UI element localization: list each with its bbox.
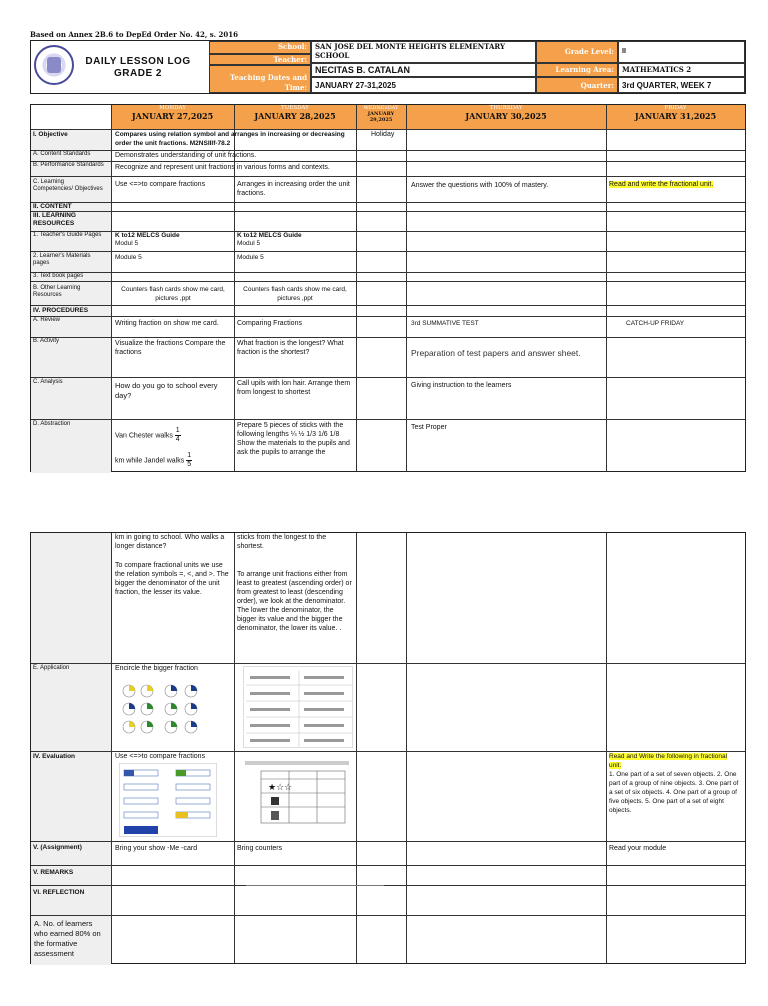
assignment-mon: Bring your show -Me -card — [115, 845, 198, 852]
row-label-procedures: IV. PROCEDURES — [33, 307, 89, 314]
abstraction-cont-tue: sticks from the longest to the shortest. To arrange unit fractions either from least to greatest (ascending order) or from greatest to least (descending order), we look at the denominator. The lower the denominator, the bigger its value and the bigger the denominator, the lower its value. . — [237, 534, 352, 632]
tg-mon: K to12 MELCS Guide Modul 5 — [115, 232, 180, 247]
assignment-tue: Bring counters — [237, 845, 283, 852]
pie-fraction-worksheet-image — [119, 681, 209, 747]
review-thu: 3rd SUMMATIVE TEST — [411, 320, 479, 327]
row-label-tg-pages: 1. Teacher's Guide Pages — [33, 232, 102, 238]
evaluation-mon: Use <=>to compare fractions — [115, 753, 206, 760]
day-header-thursday: THURSDAY JANUARY 30,2025 — [406, 105, 606, 129]
dates-value: JANUARY 27-31,2025 — [311, 77, 536, 93]
objective-text: Compares using relation symbol and arranges in increasing or decreasing order the unit fractions. M2NSIIIf-78.2 — [115, 131, 345, 147]
lesson-log-title: DAILY LESSON LOG GRADE 2 — [85, 56, 191, 79]
row-label-remarks: V. REMARKS — [33, 869, 74, 876]
grade-value: II — [618, 41, 745, 63]
evaluation-fri: Read and Write the following in fractional unit. 1. One part of a set of seven objects. 2. One part of a group of nine objects. 3. One part of a set of six objects. 4. One part of a group of five objects. 5. One part of a set of eight objects. — [609, 753, 739, 814]
day-header-monday: MONDAY JANUARY 27,2025 — [111, 105, 234, 129]
abstraction-mon: Van Chester walks $\frac{1}{4}$ km while Jandel walks $\frac{1}{5}$ — [115, 427, 192, 468]
header-block — [30, 40, 746, 94]
competencies-mon: Use <=>to compare fractions — [115, 181, 206, 188]
lm-tue: Module 5 — [237, 254, 264, 261]
school-value: SAN JOSE DEL MONTE HEIGHTS ELEMENTARY SCHOOL — [311, 41, 536, 63]
row-label-objective: I. Objective — [33, 131, 68, 138]
teacher-label: Teacher: — [209, 54, 311, 65]
row-label-other-resources: B. Other Learning Resources — [33, 285, 81, 298]
row-label-assignment: V. (Assignment) — [33, 844, 82, 851]
deped-seal-icon — [34, 45, 74, 85]
teacher-value: NECITAS B. CATALAN — [311, 63, 536, 77]
annex-note: Based on Annex 2B.6 to DepEd Order No. 42, s. 2016 — [30, 30, 238, 39]
performance-standards-text: Recognize and represent unit fractions in various forms and contexts. — [115, 164, 330, 171]
abstraction-tue: Prepare 5 pieces of sticks with the following lengths ¼ ½ 1/3 1/6 1/8 Show the materials to the pupils and ask the pupils to arrange the — [237, 422, 350, 456]
activity-mon: Visualize the fractions Compare the fractions — [115, 340, 226, 356]
analysis-tue: Call upils with lon hair. Arrange them from longest to shortest — [237, 380, 351, 396]
compare-fractions-worksheet-image — [243, 666, 353, 748]
review-tue: Comparing Fractions — [237, 320, 302, 327]
row-label-analysis: C. Analysis — [33, 379, 63, 385]
activity-thu: Preparation of test papers and answer sheet. — [411, 348, 581, 358]
row-label-application: E. Application — [33, 665, 70, 671]
assignment-fri: Read your module — [609, 845, 667, 852]
abstraction-thu: Test Proper — [411, 424, 447, 431]
area-value: MATHEMATICS 2 — [618, 63, 745, 77]
application-mon: Encircle the bigger fraction — [115, 665, 198, 672]
day-header-friday: FRIDAY JANUARY 31,2025 — [606, 105, 745, 129]
dates-label: Teaching Dates and Time: — [209, 65, 311, 93]
row-label-competencies: C. Learning Competencies/ Objectives — [33, 179, 103, 192]
holiday-text: Holiday — [371, 131, 395, 138]
row-label-content: II. CONTENT — [33, 203, 72, 210]
day-header-tuesday: TUESDAY JANUARY 28,2025 — [234, 105, 356, 129]
grade-label: Grade Level: — [536, 41, 618, 63]
row-label-reflection: VI. REFLECTION — [33, 889, 85, 896]
row-label-resources: III. LEARNING RESOURCES — [33, 212, 76, 227]
tg-tue: K to12 MELCS Guide Modul 5 — [237, 232, 302, 247]
row-label-lm-pages: 2. Learner's Materials pages — [33, 253, 91, 266]
quarter-label: Quarter: — [536, 77, 618, 93]
row-label-evaluation: IV. Evaluation — [33, 753, 76, 760]
other-tue: Counters flash cards show me card, pictures ,ppt — [243, 286, 347, 302]
quarter-value: 3rd QUARTER, WEEK 7 — [618, 77, 745, 93]
competencies-thu: Answer the questions with 100% of mastery. — [411, 182, 549, 189]
competencies-tue: Arranges in increasing order the unit fractions. — [237, 181, 350, 197]
day-header-wednesday: WEDNESDAY JANUARY 29,2025 — [356, 105, 406, 129]
school-label: School: — [209, 41, 311, 54]
abstraction-cont-mon: km in going to school. Who walks a longer distance? To compare fractional units we use the relation symbols =, <, and >. The bigger the denominator of the unit fraction, the lesser its value. — [115, 534, 229, 596]
svg-text:★☆☆: ★☆☆ — [268, 783, 293, 793]
review-mon: Writing fraction on show me card. — [115, 320, 219, 327]
analysis-mon: How do you go to school every day? — [115, 381, 218, 400]
row-label-content-standards: A. Content Standards — [33, 151, 91, 157]
row-label-abstraction: D. Abstraction — [33, 421, 71, 427]
analysis-thu: Giving instruction to the learners — [411, 382, 512, 389]
lesson-table-page2 — [30, 532, 746, 964]
row-label-performance-standards: B. Performance Standards — [33, 162, 104, 168]
other-mon: Counters flash cards show me card, pictures ,ppt — [121, 286, 225, 302]
row-label-textbook: 3. Text book pages — [33, 273, 84, 279]
row-label-learners-80: A. No. of learners who earned 80% on the formative assessment — [34, 919, 101, 958]
competencies-fri: Read and write the fractional unit. — [609, 181, 714, 188]
fraction-bars-worksheet-image — [119, 763, 217, 837]
fraction-table-worksheet-image — [241, 759, 353, 827]
lesson-table-page1 — [30, 104, 746, 472]
review-fri: CATCH-UP FRIDAY — [626, 320, 685, 327]
activity-tue: What fraction is the longest? What fraction is the shortest? — [237, 340, 344, 356]
lm-mon: Module 5 — [115, 254, 142, 261]
row-label-review: A. Review — [33, 317, 61, 323]
content-standards-text: Demonstrates understanding of unit fractions. — [115, 152, 257, 159]
row-label-activity: B. Activity — [33, 338, 60, 344]
area-label: Learning Area: — [536, 63, 618, 77]
